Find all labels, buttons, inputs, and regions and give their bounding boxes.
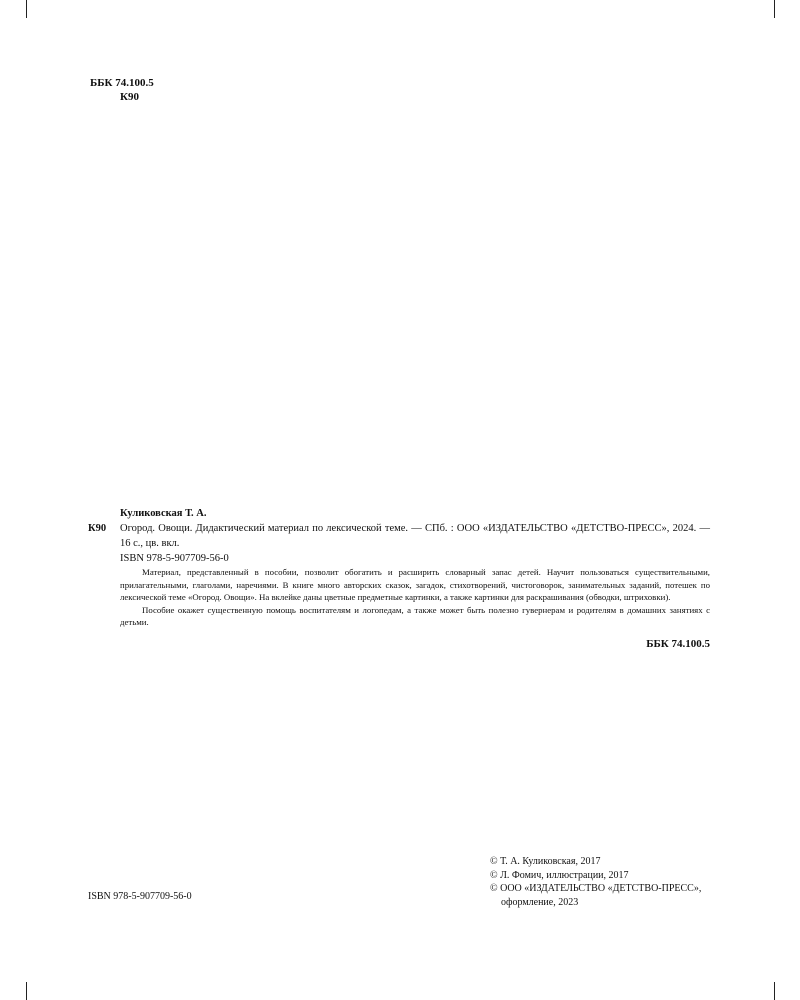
header-classification xyxy=(90,76,154,104)
crop-mark-top-left xyxy=(26,0,27,18)
crop-mark-top-right xyxy=(774,0,775,18)
copyright-publisher: © ООО «ИЗДАТЕЛЬСТВО «ДЕТСТВО-ПРЕСС», xyxy=(490,883,702,894)
footer-isbn: ISBN 978-5-907709-56-0 xyxy=(88,891,192,902)
card-annotation-2: Пособие окажет существенную помощь воспитателям и логопедам, а также может быть полезно гувернерам и родителям в домашних занятиях с детьми. xyxy=(120,604,710,627)
header-bbk: ББК 74.100.5 xyxy=(90,77,154,89)
copyright-illustrator: © Л. Фомич, иллюстрации, 2017 xyxy=(490,869,629,881)
card-main-row xyxy=(88,521,710,551)
header-author-code: К90 xyxy=(120,91,139,103)
card-description: Огород. Овощи. Дидактический материал по лексической теме. — СПб. : ООО «ИЗДАТЕЛЬСТВО «ДЕТСТВО-ПРЕСС», 2024. — 16 с., цв. вкл. xyxy=(120,523,710,549)
copyright-publisher-design: оформление, 2023 xyxy=(501,896,579,908)
card-annotation-1: Материал, представленный в пособии, позволит обогатить и расширить словарный запас детей. Научит пользоваться существительными, прилагательными, глаголами, наречиями. В книге много авторских сказок, загадок, стихотворений, чистоговорок, занимательных заданий, потешек по лексической теме «Огород. Овощи». На вклейке даны цветные предметные картинки, а также картинки для раскрашивания (обводки, штриховки). xyxy=(120,567,710,602)
card-bbk: ББК 74.100.5 xyxy=(646,637,710,650)
crop-mark-bottom-left xyxy=(26,982,27,1000)
catalog-card xyxy=(88,506,710,652)
card-isbn: ISBN 978-5-907709-56-0 xyxy=(120,553,229,564)
copyright-author: © Т. А. Куликовская, 2017 xyxy=(490,856,601,867)
card-author: Куликовская Т. А. xyxy=(120,508,207,519)
crop-mark-bottom-right xyxy=(774,982,775,1000)
card-code: К90 xyxy=(88,523,107,534)
copyright-block xyxy=(490,855,701,909)
